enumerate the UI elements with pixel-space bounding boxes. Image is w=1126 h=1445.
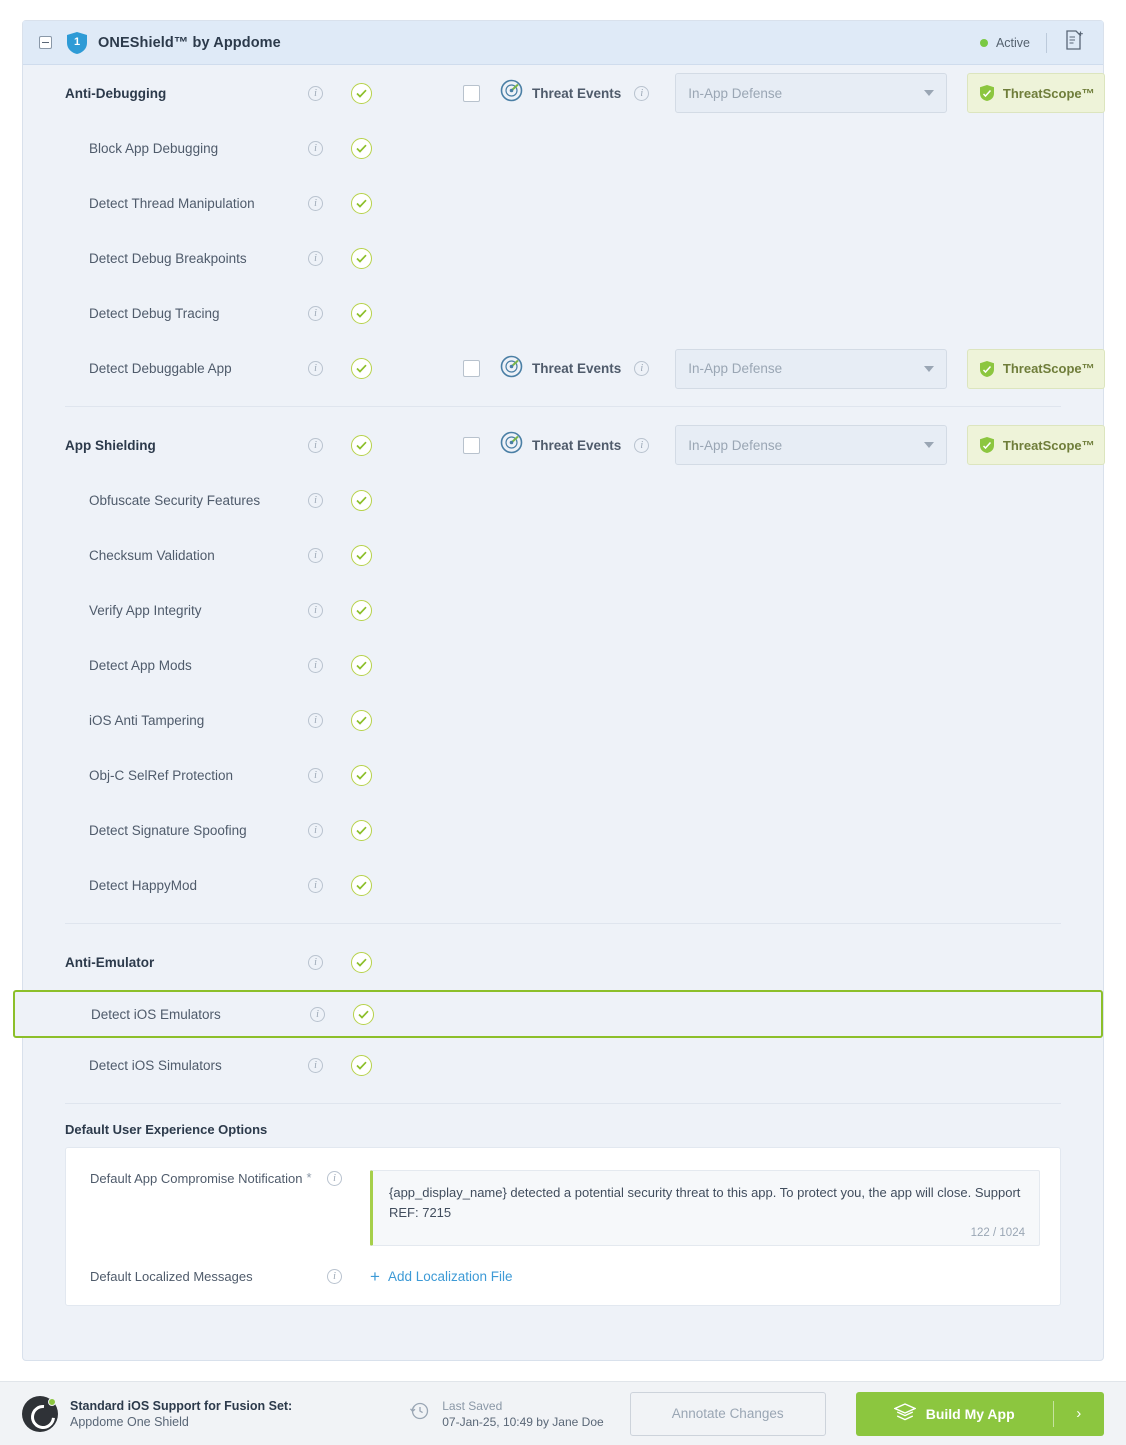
threatscope-button[interactable] (967, 73, 1105, 113)
info-icon[interactable]: i (308, 768, 323, 783)
info-icon[interactable]: i (308, 86, 323, 101)
threatscope-label: ThreatScope™ (1002, 437, 1095, 453)
ux-localized-row (90, 1256, 1040, 1295)
row-label: Detect iOS Simulators (89, 1058, 222, 1073)
feature-row-detect-ios-emulators[interactable] (13, 990, 1103, 1038)
feature-row-detect-happymod (23, 858, 1103, 913)
threat-events-label: Threat Events (532, 437, 622, 453)
threat-events-checkbox[interactable] (463, 85, 480, 102)
enable-toggle[interactable] (351, 193, 372, 214)
threatscope-icon (978, 436, 996, 454)
ux-localized-label: Default Localized Messages (90, 1269, 253, 1284)
feature-rows (23, 65, 1103, 1306)
build-next-arrow-icon[interactable]: › (1076, 1405, 1082, 1422)
threatscope-button[interactable] (967, 425, 1105, 465)
feature-row-verify-app-integrity (23, 583, 1103, 638)
threatscope-label: ThreatScope™ (1002, 361, 1095, 376)
info-icon[interactable]: i (327, 1171, 342, 1186)
build-layers-icon (894, 1403, 916, 1425)
defense-select[interactable] (675, 349, 947, 389)
add-localization-label: Add Localization File (387, 1269, 513, 1284)
threat-events-icon[interactable] (500, 355, 523, 383)
section-divider (65, 1103, 1061, 1104)
row-label: Detect App Mods (89, 658, 192, 673)
feature-row-detect-ios-simulators (23, 1038, 1103, 1093)
ux-panel (65, 1147, 1061, 1306)
row-label: Detect Debug Tracing (89, 306, 220, 321)
logo-status-dot (48, 1398, 56, 1406)
info-icon[interactable]: i (308, 658, 323, 673)
chevron-down-icon (924, 366, 934, 372)
info-icon[interactable]: i (634, 361, 649, 376)
feature-row-objc-selref-protection (23, 748, 1103, 803)
info-icon[interactable]: i (308, 548, 323, 563)
info-icon[interactable]: i (308, 1058, 323, 1073)
defense-select[interactable] (675, 425, 947, 465)
enable-toggle[interactable] (351, 875, 372, 896)
row-label: Anti-Debugging (65, 85, 167, 101)
chevron-down-icon (924, 90, 934, 96)
info-icon[interactable]: i (308, 251, 323, 266)
defense-select-value: In-App Defense (688, 85, 783, 101)
threatscope-button[interactable] (967, 349, 1105, 389)
oneshield-card (22, 20, 1104, 1361)
enable-toggle[interactable] (351, 655, 372, 676)
info-icon[interactable]: i (308, 603, 323, 618)
threatscope-icon (978, 84, 996, 102)
fusion-set-info (70, 1398, 292, 1430)
info-icon[interactable]: i (634, 86, 649, 101)
enable-toggle[interactable] (351, 248, 372, 269)
ux-notification-row (90, 1162, 1040, 1256)
info-icon[interactable]: i (308, 361, 323, 376)
last-saved-value: 07-Jan-25, 10:49 by Jane Doe (442, 1414, 604, 1429)
compromise-message-input[interactable] (370, 1170, 1040, 1246)
last-saved-text (442, 1398, 603, 1430)
threat-events-label: Threat Events (532, 361, 622, 376)
footer-bar (0, 1381, 1126, 1445)
build-my-app-main[interactable] (856, 1403, 1053, 1425)
feature-row-block-app-debugging (23, 121, 1103, 176)
feature-row-ios-anti-tampering (23, 693, 1103, 748)
header-divider (1046, 33, 1047, 53)
last-saved-label: Last Saved (442, 1398, 503, 1413)
row-label: Verify App Integrity (89, 603, 202, 618)
info-icon[interactable]: i (327, 1269, 342, 1284)
status-badge: Active (995, 35, 1030, 50)
build-my-app-label: Build My App (925, 1405, 1015, 1422)
threat-events-checkbox[interactable] (463, 437, 480, 454)
build-my-app-button[interactable] (856, 1392, 1104, 1436)
ux-notification-label: Default App Compromise Notification (90, 1171, 303, 1186)
header-right (980, 29, 1085, 56)
enable-toggle[interactable] (351, 435, 372, 456)
info-icon[interactable]: i (308, 141, 323, 156)
card-header (23, 21, 1103, 65)
fusion-set-title: Standard iOS Support for Fusion Set: (70, 1398, 293, 1413)
threat-events-icon[interactable] (500, 79, 523, 107)
row-label: Detect Signature Spoofing (89, 823, 247, 838)
row-label: Checksum Validation (89, 548, 215, 563)
page-title: ONEShield™ by Appdome (98, 34, 281, 51)
enable-toggle[interactable] (351, 1055, 372, 1076)
info-icon[interactable]: i (308, 713, 323, 728)
compromise-message-text: {app_display_name} detected a potential security threat to this app. To protect you, the app will close. Support REF: 7215 (389, 1185, 1021, 1220)
threat-events-checkbox[interactable] (463, 360, 480, 377)
enable-toggle[interactable] (353, 1004, 374, 1025)
info-icon[interactable]: i (308, 438, 323, 453)
feature-row-app-shielding (23, 417, 1103, 473)
info-icon[interactable]: i (308, 196, 323, 211)
threat-events-label: Threat Events (532, 85, 622, 101)
row-label: Detect iOS Emulators (91, 1006, 221, 1022)
row-label: Block App Debugging (89, 141, 219, 156)
section-divider (65, 923, 1061, 924)
enable-toggle[interactable] (351, 490, 372, 511)
feature-row-detect-signature-spoofing (23, 803, 1103, 858)
enable-toggle[interactable] (351, 138, 372, 159)
enable-toggle[interactable] (351, 545, 372, 566)
last-saved-block (408, 1398, 603, 1430)
history-clock-icon (408, 1400, 430, 1427)
feature-row-detect-debuggable-app (23, 341, 1103, 396)
required-mark: * (306, 1170, 312, 1185)
add-document-icon[interactable] (1063, 29, 1085, 56)
enable-toggle[interactable] (351, 952, 372, 973)
row-label: Detect Thread Manipulation (89, 196, 255, 211)
threatscope-icon (978, 360, 996, 378)
info-icon[interactable]: i (308, 493, 323, 508)
feature-row-anti-debugging (23, 65, 1103, 121)
info-icon[interactable]: i (310, 1007, 325, 1022)
defense-select-value: In-App Defense (688, 361, 783, 376)
info-icon[interactable]: i (308, 306, 323, 321)
threat-events-icon[interactable] (500, 431, 523, 459)
info-icon[interactable]: i (308, 878, 323, 893)
feature-row-detect-app-mods (23, 638, 1103, 693)
character-count: 122 / 1024 (970, 1227, 1025, 1239)
enable-toggle[interactable] (351, 83, 372, 104)
shield-number: 1 (73, 35, 81, 48)
appdome-logo (22, 1396, 58, 1432)
chevron-down-icon (924, 442, 934, 448)
ux-section-title: Default User Experience Options (65, 1122, 268, 1137)
enable-toggle[interactable] (351, 765, 372, 786)
row-label: Detect Debug Breakpoints (89, 251, 247, 266)
collapse-minus-icon[interactable] (39, 36, 52, 49)
row-label: Detect HappyMod (89, 878, 198, 893)
plus-icon: + (370, 1267, 380, 1286)
row-label: Anti-Emulator (65, 954, 155, 970)
defense-select[interactable] (675, 73, 947, 113)
info-icon[interactable]: i (308, 823, 323, 838)
defense-select-value: In-App Defense (688, 437, 783, 453)
fusion-set-name: Appdome One Shield (70, 1414, 189, 1429)
feature-row-anti-emulator (23, 934, 1103, 990)
threat-events-cluster (463, 431, 649, 459)
feature-row-detect-debug-tracing (23, 286, 1103, 341)
enable-toggle[interactable] (351, 710, 372, 731)
feature-row-detect-thread-manipulation (23, 176, 1103, 231)
enable-toggle[interactable] (351, 303, 372, 324)
add-localization-file-button[interactable] (370, 1268, 513, 1285)
threatscope-label: ThreatScope™ (1002, 85, 1095, 101)
feature-row-detect-debug-breakpoints (23, 231, 1103, 286)
row-label: Obj-C SelRef Protection (89, 768, 234, 783)
threat-events-cluster (463, 79, 649, 107)
row-label: Detect Debuggable App (89, 361, 232, 376)
enable-toggle[interactable] (351, 600, 372, 621)
row-label: iOS Anti Tampering (89, 713, 205, 728)
row-label: App Shielding (65, 437, 156, 453)
info-icon[interactable]: i (308, 955, 323, 970)
row-label: Obfuscate Security Features (89, 493, 261, 508)
feature-row-checksum-validation (23, 528, 1103, 583)
status-dot (980, 39, 988, 47)
section-divider (65, 406, 1061, 407)
feature-row-obfuscate-security-features (23, 473, 1103, 528)
annotate-changes-button[interactable]: Annotate Changes (630, 1392, 826, 1436)
enable-toggle[interactable] (351, 820, 372, 841)
enable-toggle[interactable] (351, 358, 372, 379)
threat-events-cluster (463, 355, 649, 383)
info-icon[interactable]: i (634, 438, 649, 453)
shield-icon (66, 31, 88, 55)
